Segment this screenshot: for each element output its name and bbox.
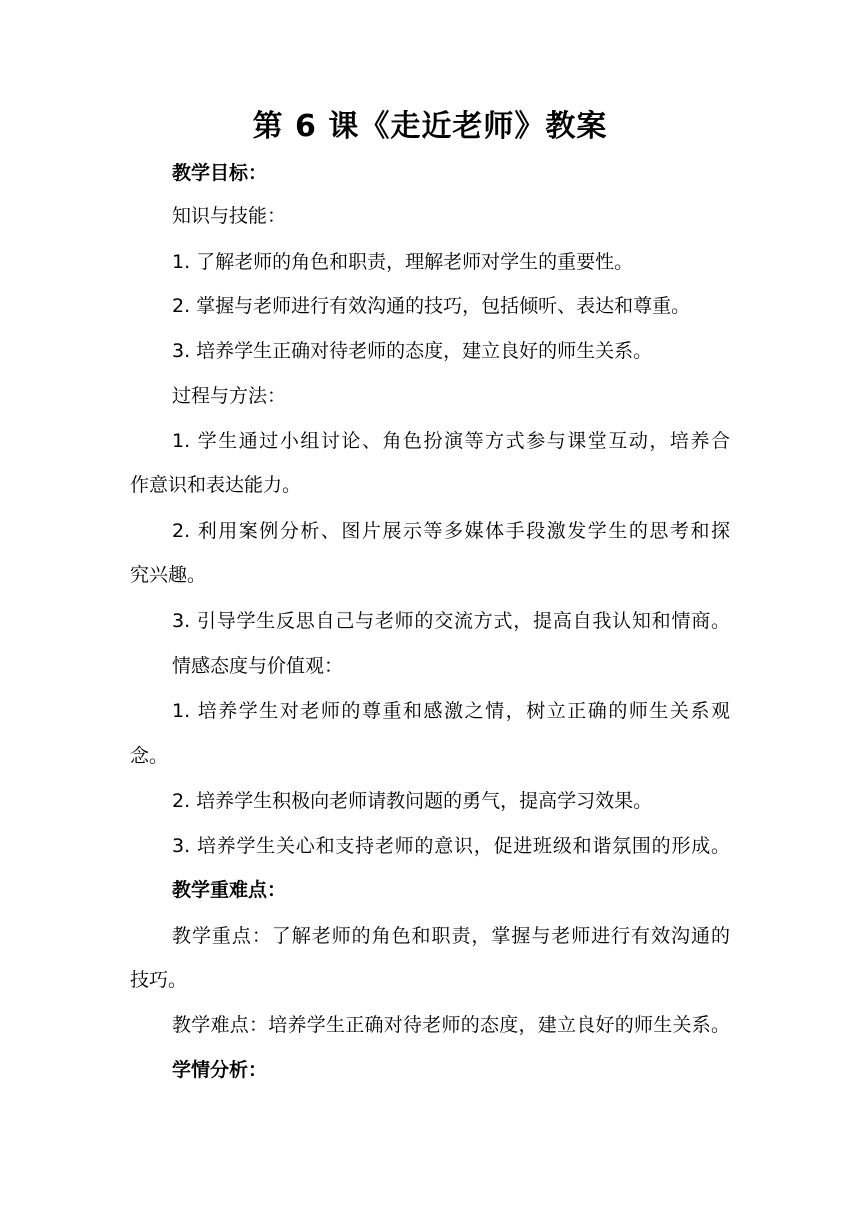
subheading-emotion: 情感态度与价值观：: [172, 655, 344, 677]
knowledge-item-2: 2. 掌握与老师进行有效沟通的技巧，包括倾听、表达和尊重。: [172, 295, 691, 317]
document-title: 第 6 课《走近老师》教案: [252, 109, 608, 144]
emotion-item-2: 2. 培养学生积极向老师请教问题的勇气，提高学习效果。: [172, 790, 653, 812]
heading-key-points: 教学重难点：: [172, 879, 287, 901]
process-item-2-line-1: 2. 利用案例分析、图片展示等多媒体手段激发学生的思考和探: [172, 520, 730, 542]
heading-objectives: 教学目标：: [172, 162, 268, 184]
heading-analysis: 学情分析：: [172, 1059, 268, 1081]
knowledge-item-1: 1. 了解老师的角色和职责，理解老师对学生的重要性。: [172, 251, 634, 273]
process-item-2-line-2: 究兴趣。: [130, 564, 207, 586]
process-item-3: 3. 引导学生反思自己与老师的交流方式，提高自我认知和情商。: [172, 610, 730, 632]
subheading-knowledge: 知识与技能：: [172, 205, 287, 227]
key-point-line-2: 技巧。: [130, 969, 188, 991]
process-item-1-line-2: 作意识和表达能力。: [130, 474, 302, 496]
process-item-1-line-1: 1. 学生通过小组讨论、角色扮演等方式参与课堂互动，培养合: [172, 430, 730, 452]
emotion-item-1-line-1: 1. 培养学生对老师的尊重和感激之情，树立正确的师生关系观: [172, 700, 730, 722]
subheading-process: 过程与方法：: [172, 385, 287, 407]
emotion-item-1-line-2: 念。: [130, 745, 169, 767]
emotion-item-3: 3. 培养学生关心和支持老师的意识，促进班级和谐氛围的形成。: [172, 835, 730, 857]
key-point-line-1: 教学重点：了解老师的角色和职责，掌握与老师进行有效沟通的: [172, 925, 730, 947]
knowledge-item-3: 3. 培养学生正确对待老师的态度，建立良好的师生关系。: [172, 340, 653, 362]
difficulty-point: 教学难点：培养学生正确对待老师的态度，建立良好的师生关系。: [172, 1014, 730, 1036]
